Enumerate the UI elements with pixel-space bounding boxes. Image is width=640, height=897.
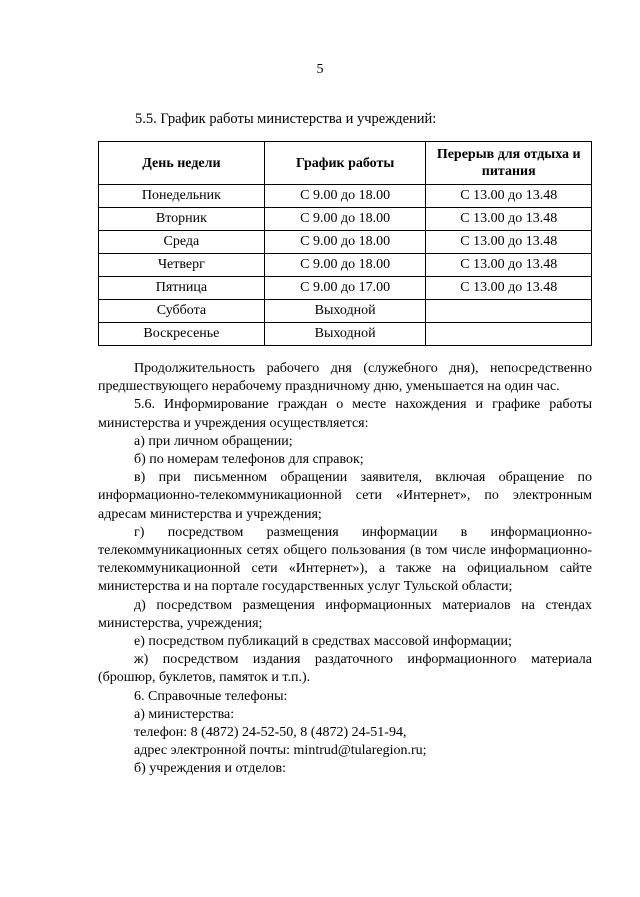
cell-day: Четверг: [99, 254, 265, 277]
list-item-d: д) посредством размещения информационных материалов на стендах министерства, учреждения;: [98, 597, 592, 631]
cell-break: С 13.00 до 13.48: [426, 208, 592, 231]
cell-schedule: С 9.00 до 17.00: [264, 277, 426, 300]
cell-schedule: С 9.00 до 18.00: [264, 185, 426, 208]
table-header-row: [99, 142, 592, 185]
cell-day: Вторник: [99, 208, 265, 231]
table-row: [99, 185, 592, 208]
header-schedule: График работы: [264, 142, 426, 185]
table-row: [99, 323, 592, 346]
cell-break: [426, 323, 592, 346]
list-item-b: б) по номерам телефонов для справок;: [134, 452, 364, 468]
list-item-e: е) посредством публикаций в средствах массовой информации;: [134, 634, 512, 650]
table-row: [99, 231, 592, 254]
cell-break: С 13.00 до 13.48: [426, 277, 592, 300]
cell-day: Среда: [99, 231, 265, 254]
list-item-a: а) при личном обращении;: [134, 433, 293, 449]
cell-day: Воскресенье: [99, 323, 265, 346]
paragraph-informing: 5.6. Информирование граждан о месте нахождения и графике работы министерства и учреждения осуществляется:: [98, 397, 592, 431]
list-item-g: г) посредством размещения информации в информационно-телекоммуникационных сетях общего пользования (в том числе информационно-телекоммуникационной сети «Интернет»), а также на официальном сайте министерства и на портале государственных услуг Тульской области;: [98, 524, 592, 595]
paragraph-workday-duration: Продолжительность рабочего дня (служебного дня), непосредственно предшествующего нерабочему праздничному дню, уменьшается на один час.: [98, 361, 592, 395]
header-day: День недели: [99, 142, 265, 185]
header-break: Перерыв для отдыха и питания: [426, 142, 592, 185]
page-number: 5: [316, 62, 324, 77]
section-title: 5.5. График работы министерства и учреждений:: [135, 111, 437, 127]
cell-day: Понедельник: [99, 185, 265, 208]
section-6-ministry: а) министерства:: [134, 706, 235, 722]
list-item-zh: ж) посредством издания раздаточного информационного материала (брошюр, буклетов, памяток и т.п.).: [98, 652, 592, 686]
ministry-phone: телефон: 8 (4872) 24-52-50, 8 (4872) 24-51-94,: [134, 725, 407, 741]
cell-schedule: Выходной: [264, 300, 426, 323]
table-row: [99, 300, 592, 323]
cell-schedule: С 9.00 до 18.00: [264, 254, 426, 277]
cell-break: С 13.00 до 13.48: [426, 254, 592, 277]
body-text: [98, 360, 592, 779]
section-6-heading: 6. Справочные телефоны:: [134, 688, 288, 704]
cell-day: Суббота: [99, 300, 265, 323]
ministry-email: адрес электронной почты: mintrud@tularegion.ru;: [134, 743, 427, 759]
schedule-table: [98, 141, 592, 346]
cell-schedule: С 9.00 до 18.00: [264, 231, 426, 254]
table-row: [99, 254, 592, 277]
cell-break: С 13.00 до 13.48: [426, 185, 592, 208]
table-row: [99, 208, 592, 231]
cell-break: С 13.00 до 13.48: [426, 231, 592, 254]
section-6-institutions: б) учреждения и отделов:: [134, 761, 287, 777]
cell-day: Пятница: [99, 277, 265, 300]
cell-schedule: С 9.00 до 18.00: [264, 208, 426, 231]
list-item-v: в) при письменном обращении заявителя, включая обращение по информационно-телекоммуникационной сети «Интернет», по электронным адресам министерства и учреждения;: [98, 470, 592, 522]
cell-schedule: Выходной: [264, 323, 426, 346]
cell-break: [426, 300, 592, 323]
table-row: [99, 277, 592, 300]
